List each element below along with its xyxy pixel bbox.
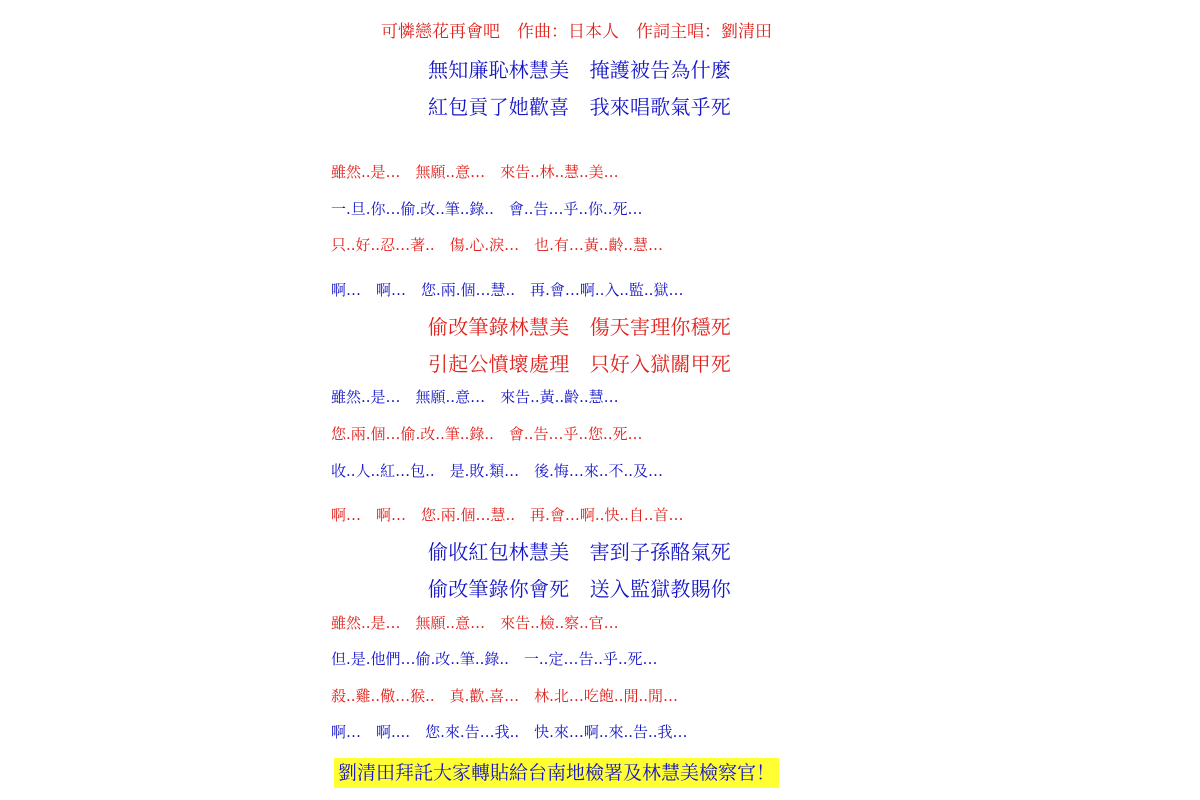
lyric-line-3: 雖然..是… 無願..意… 來告..林..慧..美… — [331, 163, 619, 181]
lyric-line-10: 您.兩.個…偷.改..筆..錄.. 會..告…乎..您..死… — [331, 425, 643, 443]
lyric-line-1: 無知廉恥林慧美 掩護被告為什麼 — [428, 58, 731, 82]
lyric-line-15: 雖然..是… 無願..意… 來告..檢..察..官… — [331, 614, 619, 632]
lyric-line-18: 啊… 啊.... 您.來.告…我.. 快.來…啊..來..告..我… — [331, 723, 688, 741]
lyric-line-13: 偷收紅包林慧美 害到子孫酪氣死 — [428, 540, 731, 564]
lyric-line-6: 啊… 啊… 您.兩.個…慧.. 再.會…啊..入..監..獄… — [331, 281, 684, 299]
footer-notice: 劉清田拜託大家轉貼給台南地檢署及林慧美檢察官！ — [334, 758, 779, 788]
lyric-line-5: 只..好..忍…著.. 傷.心.淚… 也.有…黃..齡..慧… — [331, 236, 663, 254]
lyric-line-8: 引起公憤壞處理 只好入獄關甲死 — [428, 352, 731, 376]
song-title: 可憐戀花再會吧 作曲：日本人 作詞主唱：劉清田 — [381, 22, 772, 42]
lyric-line-2: 紅包貢了她歡喜 我來唱歌氣乎死 — [428, 95, 731, 119]
lyric-line-4: 一.旦.你…偷.改..筆..錄.. 會..告…乎..你..死… — [331, 200, 643, 218]
lyric-line-16: 但.是.他們…偷.改..筆..錄.. 一..定…告..乎..死… — [331, 650, 658, 668]
lyric-line-11: 收..人..紅…包.. 是.敗.類… 後.悔…來..不..及… — [331, 462, 663, 480]
lyric-line-14: 偷改筆錄你會死 送入監獄教賜你 — [428, 577, 731, 601]
lyric-line-12: 啊… 啊… 您.兩.個…慧.. 再.會…啊..快..自..首… — [331, 506, 684, 524]
lyric-line-7: 偷改筆錄林慧美 傷天害理你穩死 — [428, 315, 731, 339]
lyric-line-9: 雖然..是… 無願..意… 來告..黃..齡..慧… — [331, 388, 619, 406]
lyric-line-17: 殺..雞..儆…猴.. 真.歡.喜… 林.北…吃飽..閒..閒… — [331, 687, 678, 705]
